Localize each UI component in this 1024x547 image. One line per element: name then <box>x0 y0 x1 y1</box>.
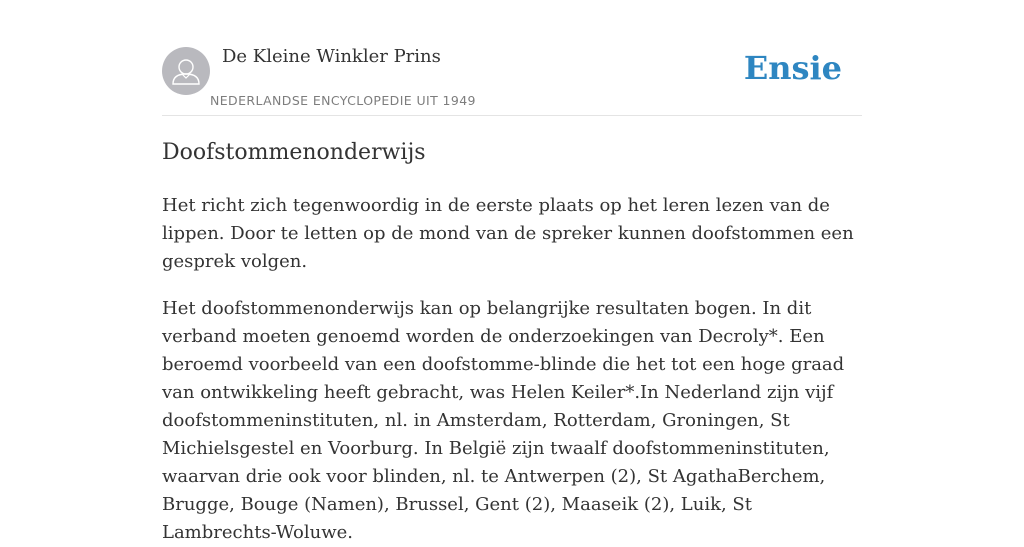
page-container <box>162 0 862 543</box>
author-name[interactable]: De Kleine Winkler Prins <box>222 46 441 67</box>
brand-logo[interactable]: Ensie <box>743 49 842 87</box>
article-title: Doofstommenonderwijs <box>162 140 426 165</box>
article-paragraph-2: Het doofstommenonderwijs kan op belangrijke resultaten bogen. In dit verband moeten genoemd worden de onderzoekingen van Decroly*. Een beroemd voorbeeld van een doofstomme-blinde die het tot een hoge graad van ontwikkeling heeft gebracht, was Helen Keiler*.In Nederland zijn vijf doofstommeninstituten, nl. in Amsterdam, Rotterdam, Groningen, St Michielsgestel en Voorburg. In België zijn twaalf doofstommeninstituten, waarvan drie ook voor blinden, nl. te Antwerpen (2), St AgathaBerchem, Brugge, Bouge (Namen), Brussel, Gent (2), Maaseik (2), Luik, St Lambrechts-Woluwe. <box>162 298 845 543</box>
user-icon[interactable] <box>162 47 210 95</box>
article-paragraph-1: Het richt zich tegenwoordig in de eerste plaats op het leren lezen van de lippen. Door te letten op de mond van de spreker kunnen doofstommen een gesprek volgen. <box>162 195 854 272</box>
author-subtitle: NEDERLANDSE ENCYCLOPEDIE UIT 1949 <box>210 93 476 108</box>
header <box>162 0 862 116</box>
